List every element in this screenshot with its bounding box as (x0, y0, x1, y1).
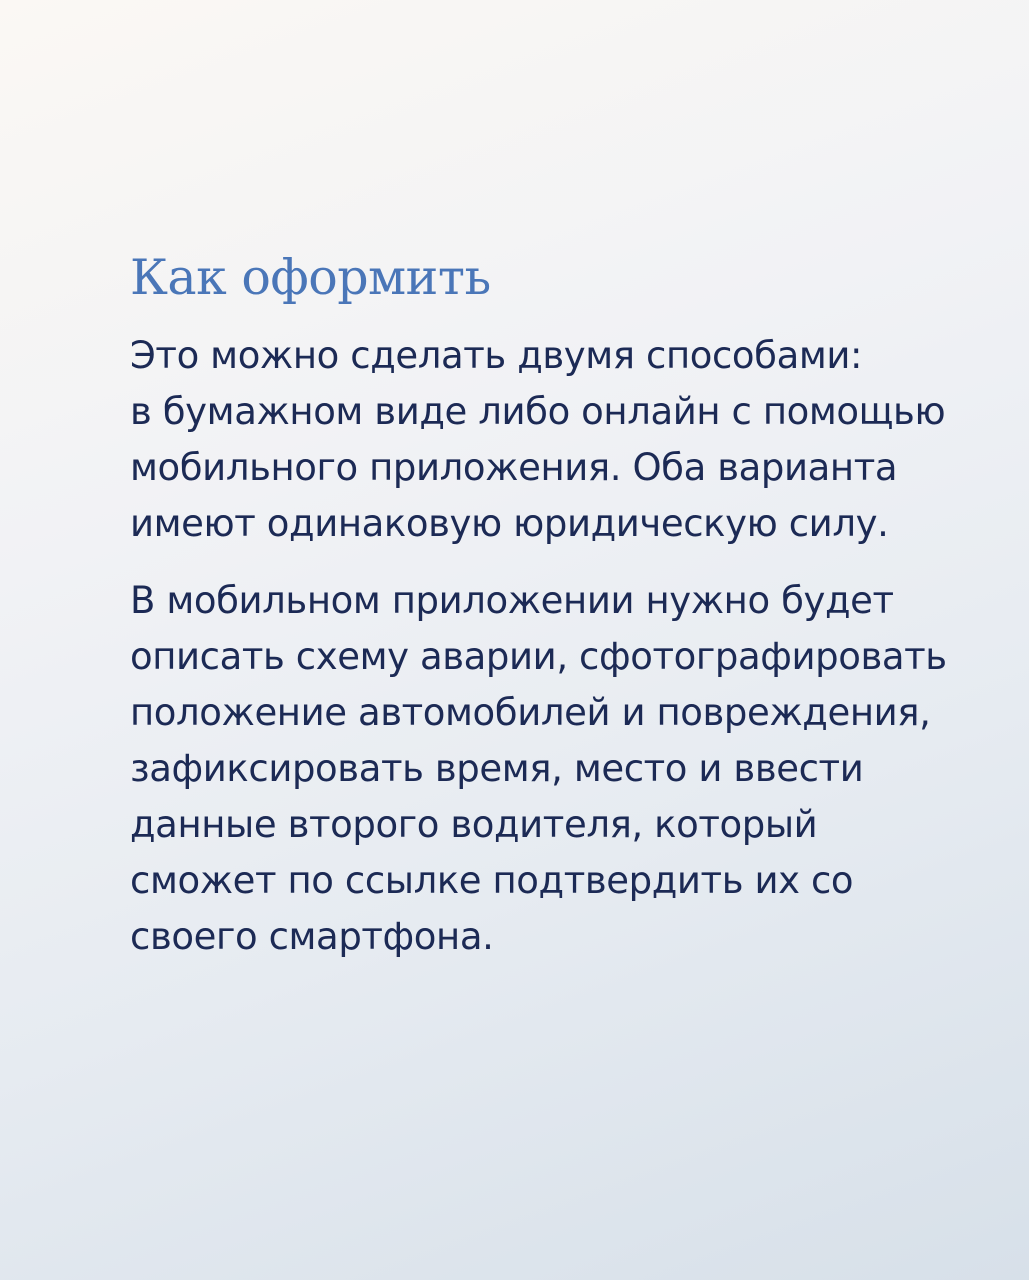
paragraph-line: своего смартфона. (130, 915, 494, 958)
paragraph-line: В мобильном приложении нужно будет (130, 579, 894, 622)
paragraph-line: зафиксировать время, место и ввести (130, 747, 864, 790)
paragraph-line: в бумажном виде либо онлайн с помощью (130, 390, 946, 433)
paragraph-mobile-app (130, 573, 990, 965)
paragraph-line: имеют одинаковую юридическую силу. (130, 502, 889, 545)
paragraph-line: Это можно сделать двумя способами: (130, 334, 863, 377)
info-card (130, 242, 990, 965)
page-heading: Как оформить (130, 249, 491, 306)
paragraph-line: данные второго водителя, который (130, 803, 818, 846)
paragraph-line: сможет по ссылке подтвердить их со (130, 859, 854, 902)
paragraph-line: описать схему аварии, сфотографировать (130, 635, 947, 678)
paragraph-methods (130, 328, 990, 552)
paragraph-line: мобильного приложения. Оба варианта (130, 446, 898, 489)
paragraph-line: положение автомобилей и повреждения, (130, 691, 931, 734)
